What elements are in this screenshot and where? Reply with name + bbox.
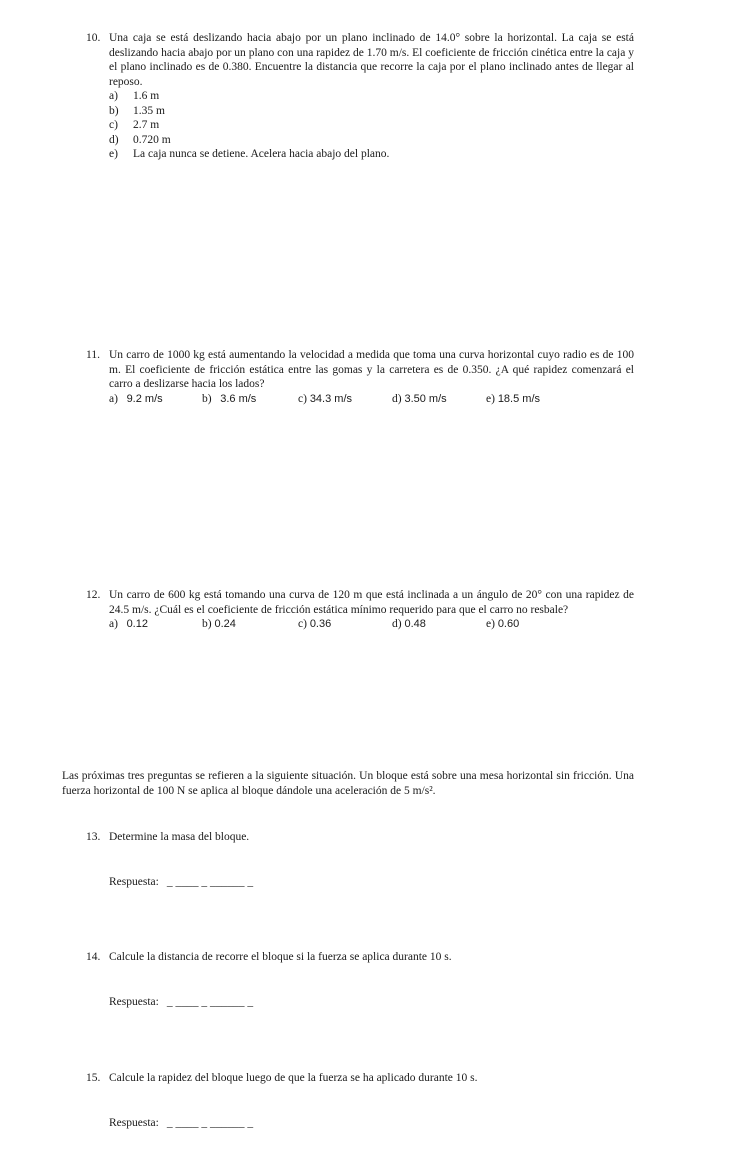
question-text: Una caja se está deslizando hacia abajo por un plano inclinado de 14.0° sobre la horizontal. La caja se está deslizando hacia abajo por un plano con una rapidez de 1.70 m/s. El coeficiente de fricción cinética entre la caja y el plano inclinado es de 0.380. Encuentre la distancia que recorre la caja por el plano inclinado antes de llegar al reposo. xyxy=(109,32,634,88)
question-number: 15. xyxy=(86,1072,101,1084)
answer-blank: _ ____ _ ______ _ xyxy=(166,996,254,1008)
option-letter: d) xyxy=(392,618,402,630)
option-letter: e) xyxy=(109,148,118,160)
question-text: Calcule la distancia de recorre el bloque si la fuerza se aplica durante 10 s. xyxy=(109,951,452,963)
question-number: 13. xyxy=(86,831,101,843)
option-letter: a) xyxy=(109,392,118,405)
option-c xyxy=(109,118,634,133)
option-letter: d) xyxy=(109,133,119,146)
options-list xyxy=(109,89,634,162)
option-letter: c) xyxy=(298,618,307,630)
option-d xyxy=(392,617,426,632)
answer-label: Respuesta: xyxy=(109,996,159,1008)
option-b xyxy=(202,392,256,407)
option-letter: e) xyxy=(486,392,495,405)
question-text: Un carro de 600 kg está tomando una curva de 120 m que está inclinada a un ángulo de 20° con una rapidez de 24.5 m/s. ¿Cuál es el coeficiente de fricción estática mínimo requerido para que el carro no resbale? xyxy=(109,589,634,616)
question-13 xyxy=(86,830,634,845)
option-e xyxy=(486,392,540,407)
option-letter: e) xyxy=(486,618,495,630)
option-letter: a) xyxy=(109,90,118,102)
option-e xyxy=(109,147,634,162)
question-number: 14. xyxy=(86,951,101,963)
question-12 xyxy=(86,588,634,632)
option-a xyxy=(109,89,634,104)
option-text: 3.50 m/s xyxy=(404,392,447,405)
question-text: Determine la masa del bloque. xyxy=(109,831,250,843)
option-text: La caja nunca se detiene. Acelera hacia abajo del plano. xyxy=(133,148,390,160)
answer-label: Respuesta: xyxy=(109,876,159,888)
option-letter: b) xyxy=(202,392,212,405)
question-number: 10. xyxy=(86,32,101,44)
option-d xyxy=(392,392,447,407)
option-text: 0.12 xyxy=(126,618,148,630)
option-text: 0.60 xyxy=(497,618,520,630)
answer-blank: _ ____ _ ______ _ xyxy=(166,876,254,888)
option-c xyxy=(298,617,331,632)
options-row xyxy=(109,617,634,632)
option-letter: b) xyxy=(109,104,119,117)
option-text: 1.35 m xyxy=(133,104,165,117)
option-letter: c) xyxy=(298,392,307,405)
option-b xyxy=(109,104,634,119)
option-letter: c) xyxy=(109,119,118,131)
option-text: 2.7 m xyxy=(133,119,160,131)
option-text: 0.48 xyxy=(404,618,426,630)
question-15 xyxy=(86,1071,634,1086)
option-text: 0.720 m xyxy=(133,133,171,146)
option-text: 0.36 xyxy=(309,618,332,630)
question-text: Un carro de 1000 kg está aumentando la velocidad a medida que toma una curva horizontal cuyo radio es de 100 m. El coeficiente de fricción estática entre las gomas y la carretera es de 0.350. ¿A qué rapidez comenzará el carro a deslizarse hacia los lados? xyxy=(109,349,634,390)
situation-intro: Las próximas tres preguntas se refieren a la siguiente situación. Un bloque está sobre una mesa horizontal sin fricción. Una fuerza horizontal de 100 N se aplica al bloque dándole una aceleración de 5 m/s². xyxy=(62,770,634,797)
option-text: 34.3 m/s xyxy=(309,392,352,405)
option-e xyxy=(486,617,519,632)
option-letter: d) xyxy=(392,392,402,405)
option-b xyxy=(202,617,236,632)
option-letter: b) xyxy=(202,618,212,630)
answer-line-14 xyxy=(109,995,253,1010)
question-text: Calcule la rapidez del bloque luego de que la fuerza se ha aplicado durante 10 s. xyxy=(109,1072,478,1084)
options-row xyxy=(109,392,634,407)
question-number: 11. xyxy=(86,349,100,361)
option-text: 1.6 m xyxy=(133,90,160,102)
answer-line-13 xyxy=(109,875,253,890)
option-text: 0.24 xyxy=(214,618,236,630)
option-a xyxy=(109,617,148,632)
option-text: 9.2 m/s xyxy=(126,392,163,405)
question-14 xyxy=(86,950,634,965)
option-letter: a) xyxy=(109,618,118,630)
question-10 xyxy=(86,31,634,162)
question-number: 12. xyxy=(86,589,101,601)
answer-blank: _ ____ _ ______ _ xyxy=(166,1117,254,1129)
option-a xyxy=(109,392,163,407)
option-c xyxy=(298,392,352,407)
question-11 xyxy=(86,348,634,407)
option-text: 3.6 m/s xyxy=(220,392,257,405)
option-text: 18.5 m/s xyxy=(497,392,540,405)
option-d xyxy=(109,133,634,148)
answer-label: Respuesta: xyxy=(109,1117,159,1129)
answer-line-15 xyxy=(109,1116,253,1131)
